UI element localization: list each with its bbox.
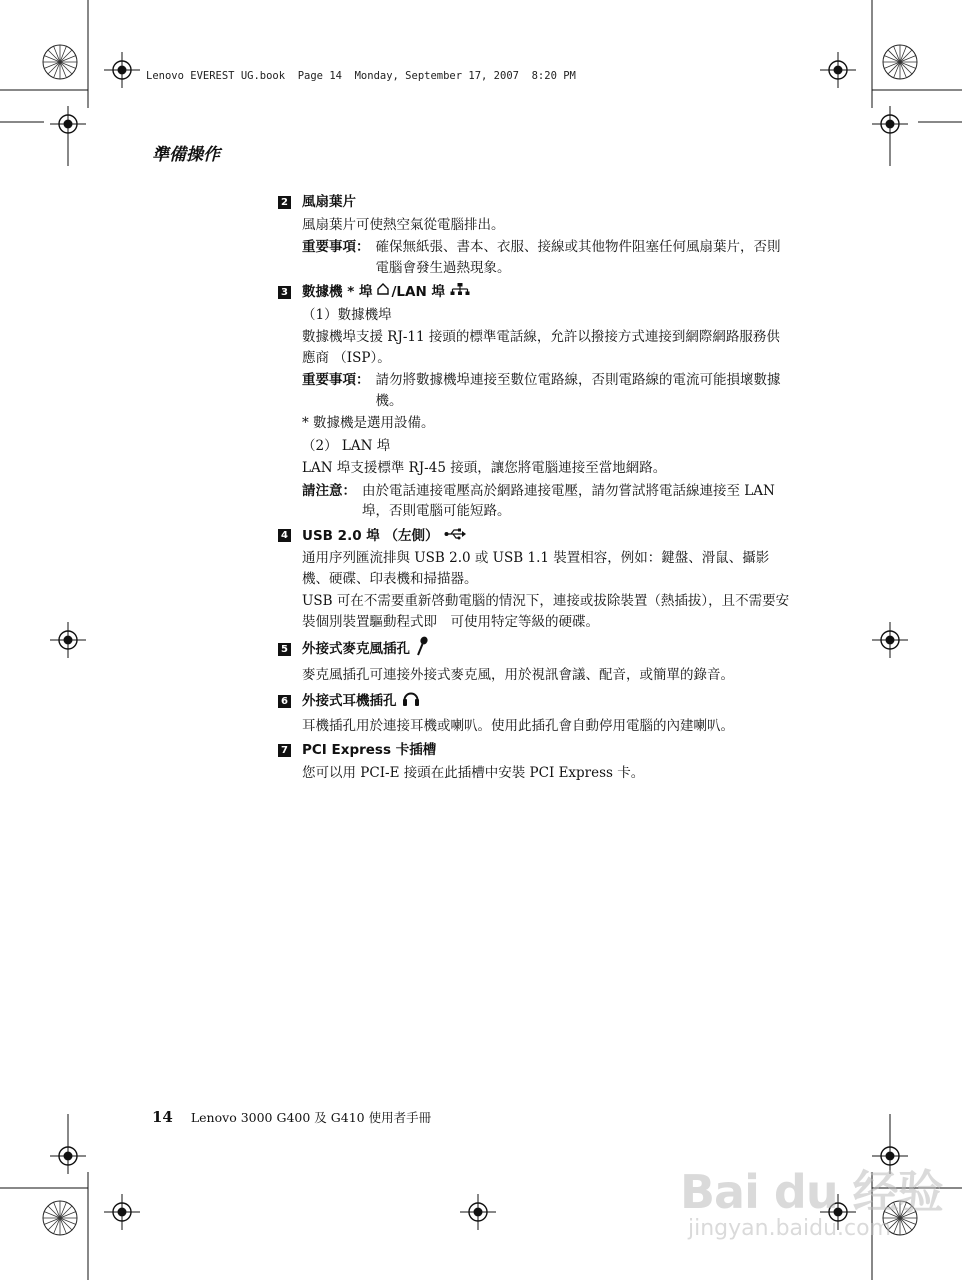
item-heading — [278, 526, 790, 547]
item-paragraph: * 數據機是選用設備。 — [302, 415, 435, 431]
note-text: 由於電話連接電壓高於網路連接電壓，請勿嘗試將電話線連接至 LAN 埠，否則電腦可能短路。 — [362, 482, 775, 519]
note-text: 確保無紙張、書本、衣服、接線或其他物件阻塞任何風扇葉片，否則電腦會發生過熱現象。 — [375, 239, 781, 276]
headphone-icon — [402, 689, 420, 714]
item-paragraph: 耳機插孔用於連接耳機或喇叭。使用此插孔會自動停用電腦的內建喇叭。 — [302, 717, 734, 734]
item-heading — [278, 192, 790, 213]
usb-icon — [444, 526, 466, 547]
page-footer — [152, 1108, 431, 1126]
microphone-icon — [415, 636, 429, 663]
item-heading — [278, 636, 790, 663]
item-paragraph: （2） LAN 埠 — [302, 437, 391, 454]
item-paragraph: 數據機埠支援 RJ-11 接頭的標準電話線，允許以撥接方式連接到網際網路服務供應商 （ISP）。 — [302, 329, 780, 366]
item-number-badge: 3 — [278, 286, 291, 299]
book-header-line: Lenovo EVEREST UG.book Page 14 Monday, September 17, 2007 8:20 PM — [146, 70, 576, 82]
item-headphone-jack — [278, 689, 790, 736]
footer-manual-title: Lenovo 3000 G400 及 G410 使用者手冊 — [190, 1110, 432, 1125]
item-number-badge: 6 — [278, 695, 291, 708]
item-heading — [278, 282, 790, 303]
note-label: 重要事項： — [302, 372, 370, 388]
item-paragraph: 風扇葉片可使熱空氣從電腦排出。 — [302, 216, 505, 233]
note-label: 重要事項： — [302, 239, 370, 255]
item-paragraph: LAN 埠支援標準 RJ-45 接頭，讓您將電腦連接至當地網路。 — [302, 460, 667, 476]
item-usb-port — [278, 526, 790, 633]
section-title: 準備操作 — [152, 145, 220, 165]
item-number-badge: 7 — [278, 744, 291, 757]
item-title: 外接式耳機插孔 — [302, 693, 397, 709]
item-title: 數據機 * 埠 — [302, 284, 373, 300]
item-heading — [278, 689, 790, 714]
item-pci-express-slot — [278, 740, 790, 783]
item-title-part2: /LAN 埠 — [391, 284, 445, 300]
item-paragraph: 麥克風插孔可連接外接式麥克風，用於視訊會議、配音，或簡單的錄音。 — [302, 666, 734, 683]
item-heading — [278, 740, 790, 761]
important-note — [302, 370, 790, 411]
item-title: USB 2.0 埠 （左側） — [302, 527, 439, 544]
page-number: 14 — [152, 1108, 173, 1126]
caution-note — [302, 481, 790, 522]
item-paragraph: 您可以用 PCI-E 接頭在此插槽中安裝 PCI Express 卡。 — [302, 764, 645, 781]
item-paragraph: 通用序列匯流排與 USB 2.0 或 USB 1.1 裝置相容，例如：鍵盤、滑鼠、攝影機、硬碟、印表機和掃描器。 — [302, 550, 770, 587]
modem-phone-icon — [376, 282, 390, 303]
item-paragraph: （1）數據機埠 — [302, 306, 392, 323]
baidu-watermark — [680, 1138, 950, 1268]
watermark-url: jingyan.baidu.com — [688, 1216, 892, 1241]
item-title: PCI Express 卡插槽 — [302, 742, 437, 758]
lan-network-icon — [450, 282, 470, 303]
item-list — [278, 192, 790, 787]
watermark-logo-text: Bai du 经验 — [680, 1165, 943, 1219]
item-paragraph: USB 可在不需要重新啓動電腦的情況下，連接或拔除裝置（熱插拔），且不需要安裝個別裝置驅動程式即 可使用特定等級的硬碟。 — [302, 593, 790, 630]
item-modem-lan-port — [278, 282, 790, 522]
item-number-badge: 5 — [278, 643, 291, 656]
item-number-badge: 4 — [278, 529, 291, 542]
item-number-badge: 2 — [278, 196, 291, 209]
note-label: 請注意： — [302, 482, 356, 499]
item-title: 風扇葉片 — [302, 194, 356, 210]
important-note — [302, 237, 790, 278]
item-fan-louvers — [278, 192, 790, 278]
item-microphone-jack — [278, 636, 790, 685]
item-title: 外接式麥克風插孔 — [302, 641, 410, 657]
note-text: 請勿將數據機埠連接至數位電路線，否則電路線的電流可能損壞數據機。 — [375, 372, 781, 409]
